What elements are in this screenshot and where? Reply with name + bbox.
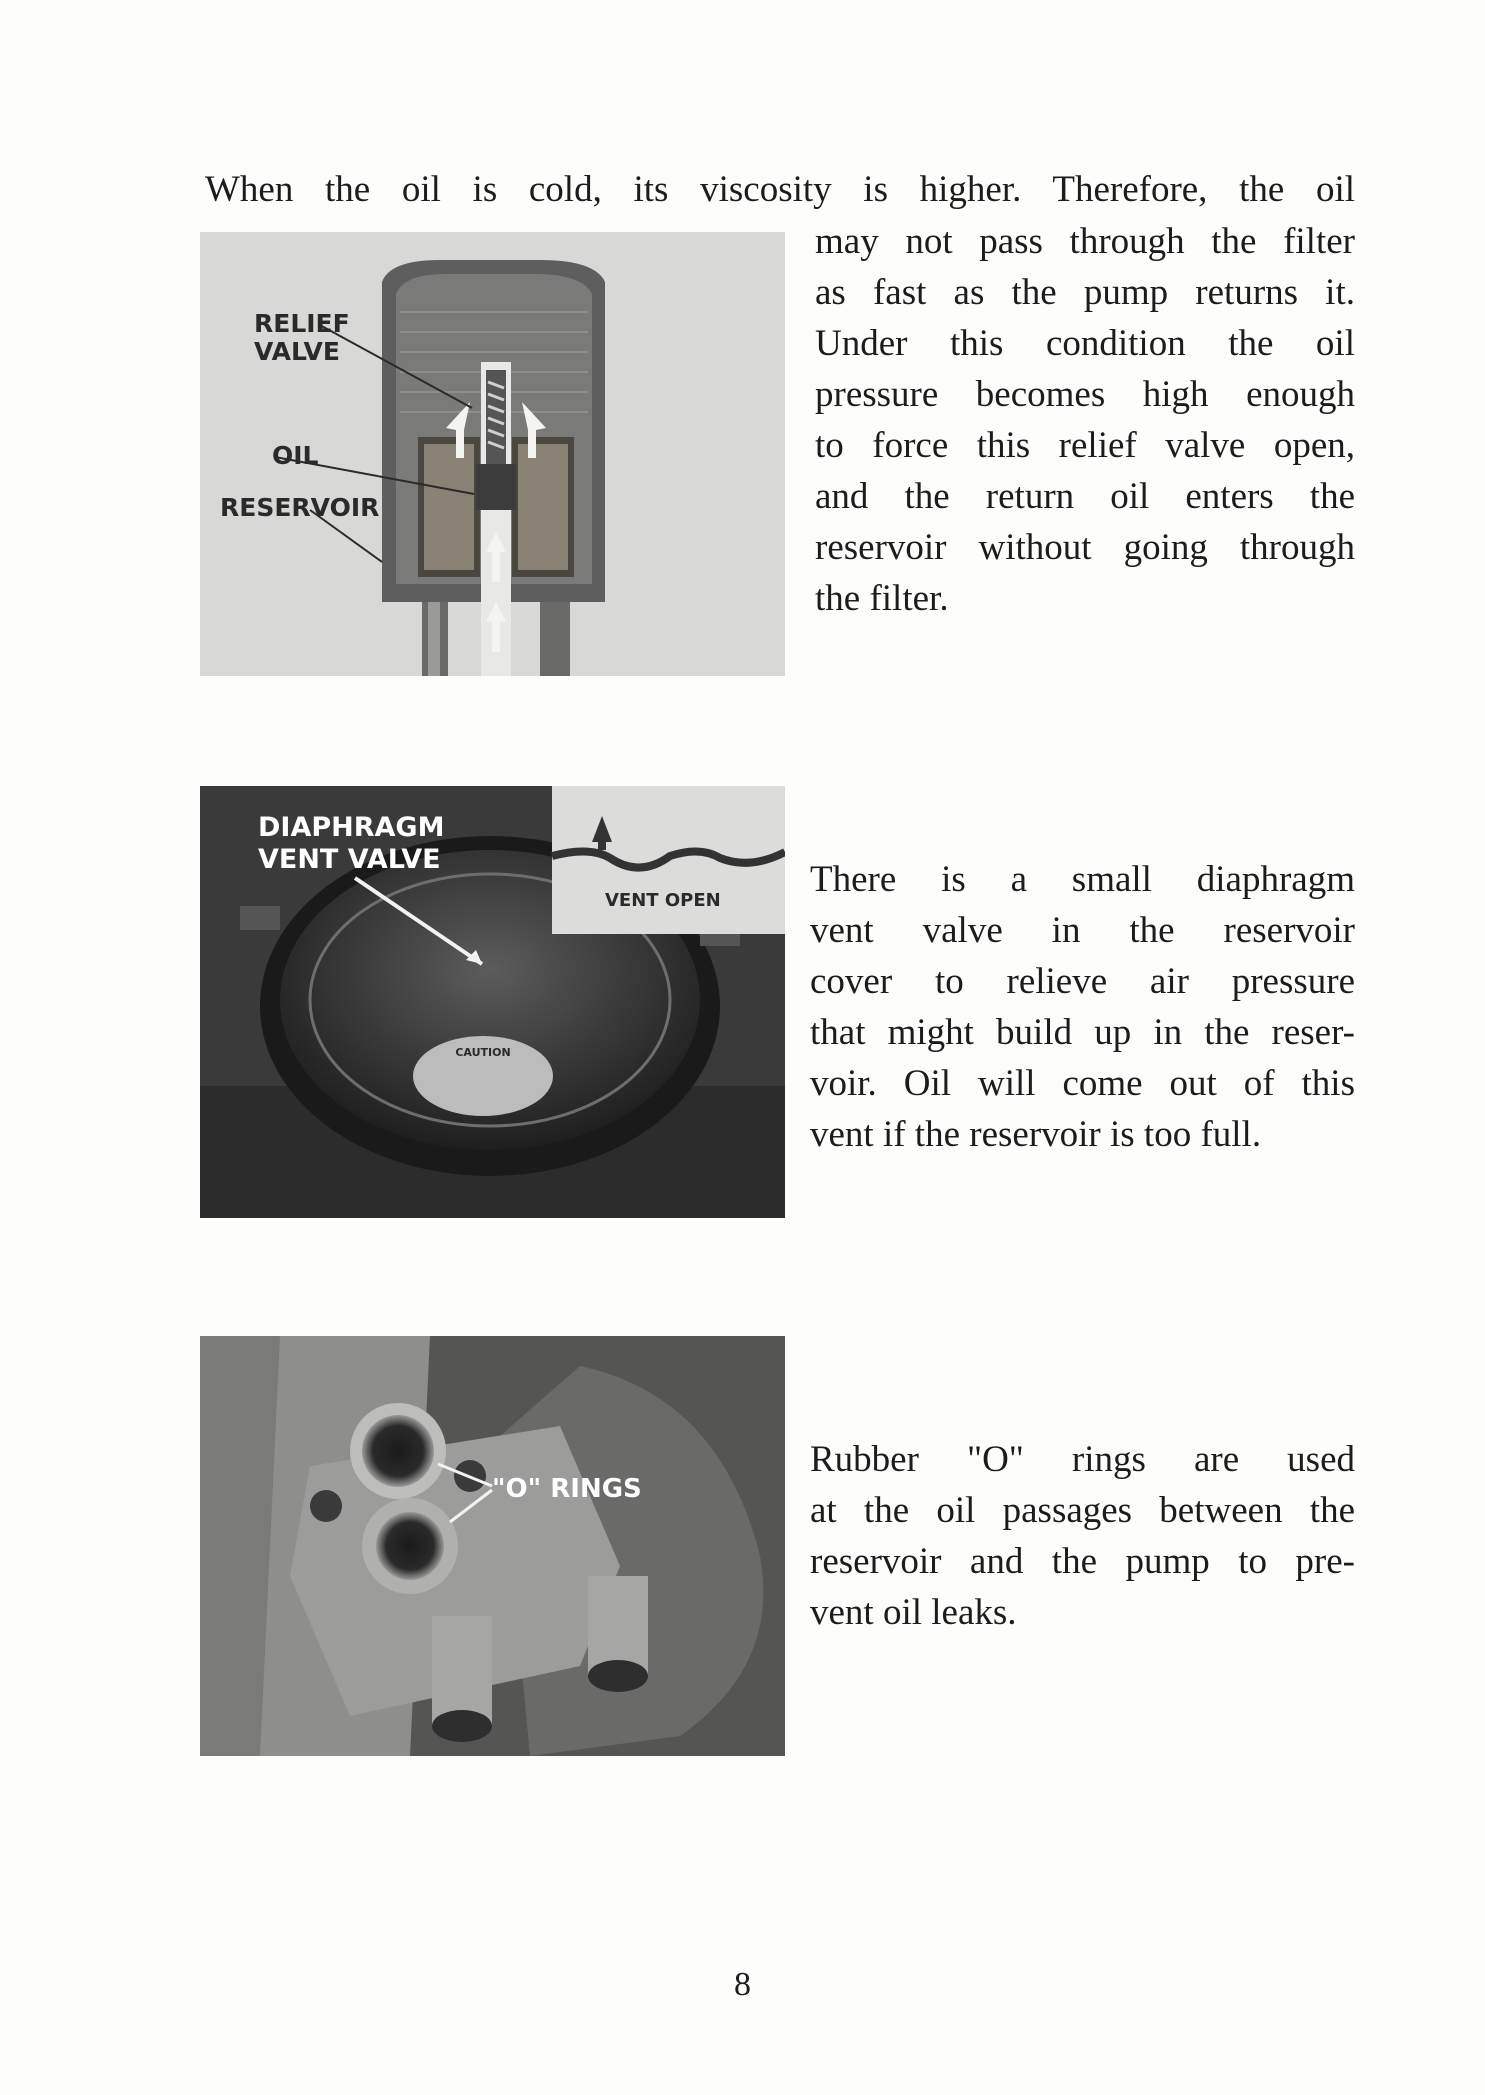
page-number: 8 xyxy=(734,1966,751,2003)
text-line: pressure becomes high enough xyxy=(815,374,1355,415)
text-line: to force this relief valve open, xyxy=(815,425,1355,466)
text-line: reservoir and the pump to pre- xyxy=(810,1541,1355,1582)
relief-valve-paragraph xyxy=(815,216,1355,624)
o-rings-figure xyxy=(200,1336,785,1756)
relief-valve-paragraph-first-line xyxy=(205,164,1355,215)
figure-label-valve: VALVE xyxy=(254,337,340,366)
text-line: the filter. xyxy=(815,578,949,619)
o-rings-paragraph xyxy=(810,1434,1355,1638)
figure-label-relief: RELIEF xyxy=(254,309,350,338)
text-line: vent oil leaks. xyxy=(810,1592,1017,1633)
text-line: vent valve in the reservoir xyxy=(810,910,1355,951)
figure-label-diaphragm: DIAPHRAGM xyxy=(258,812,445,843)
text-line: as fast as the pump returns it. xyxy=(815,272,1355,313)
text-line: at the oil passages between the xyxy=(810,1490,1355,1531)
text-line: vent if the reservoir is too full. xyxy=(810,1114,1262,1155)
text-line: reservoir without going through xyxy=(815,527,1355,568)
text-line: and the return oil enters the xyxy=(815,476,1355,517)
figure-label-oil: OIL xyxy=(272,441,319,470)
text-line: may not pass through the filter xyxy=(815,221,1355,262)
figure-label-vent-valve: VENT VALVE xyxy=(258,844,441,875)
text-line: Rubber "O" rings are used xyxy=(810,1439,1355,1480)
diaphragm-vent-valve-figure xyxy=(200,786,785,1218)
caution-decal-text: CAUTION xyxy=(455,1046,511,1059)
text-line: When the oil is cold, its viscosity is higher. Therefore, the oil xyxy=(205,169,1355,210)
figure-label-o-rings: "O" RINGS xyxy=(492,1474,642,1504)
text-line: There is a small diaphragm xyxy=(810,859,1355,900)
vent-valve-paragraph xyxy=(810,854,1355,1160)
text-line: that might build up in the reser- xyxy=(810,1012,1355,1053)
text-line: cover to relieve air pressure xyxy=(810,961,1355,1002)
relief-valve-cutaway-figure xyxy=(200,232,785,676)
text-line: voir. Oil will come out of this xyxy=(810,1063,1355,1104)
figure-label-reservoir: RESERVOIR xyxy=(220,493,380,522)
text-line: Under this condition the oil xyxy=(815,323,1355,364)
inset-label-vent-open: VENT OPEN xyxy=(605,890,721,911)
